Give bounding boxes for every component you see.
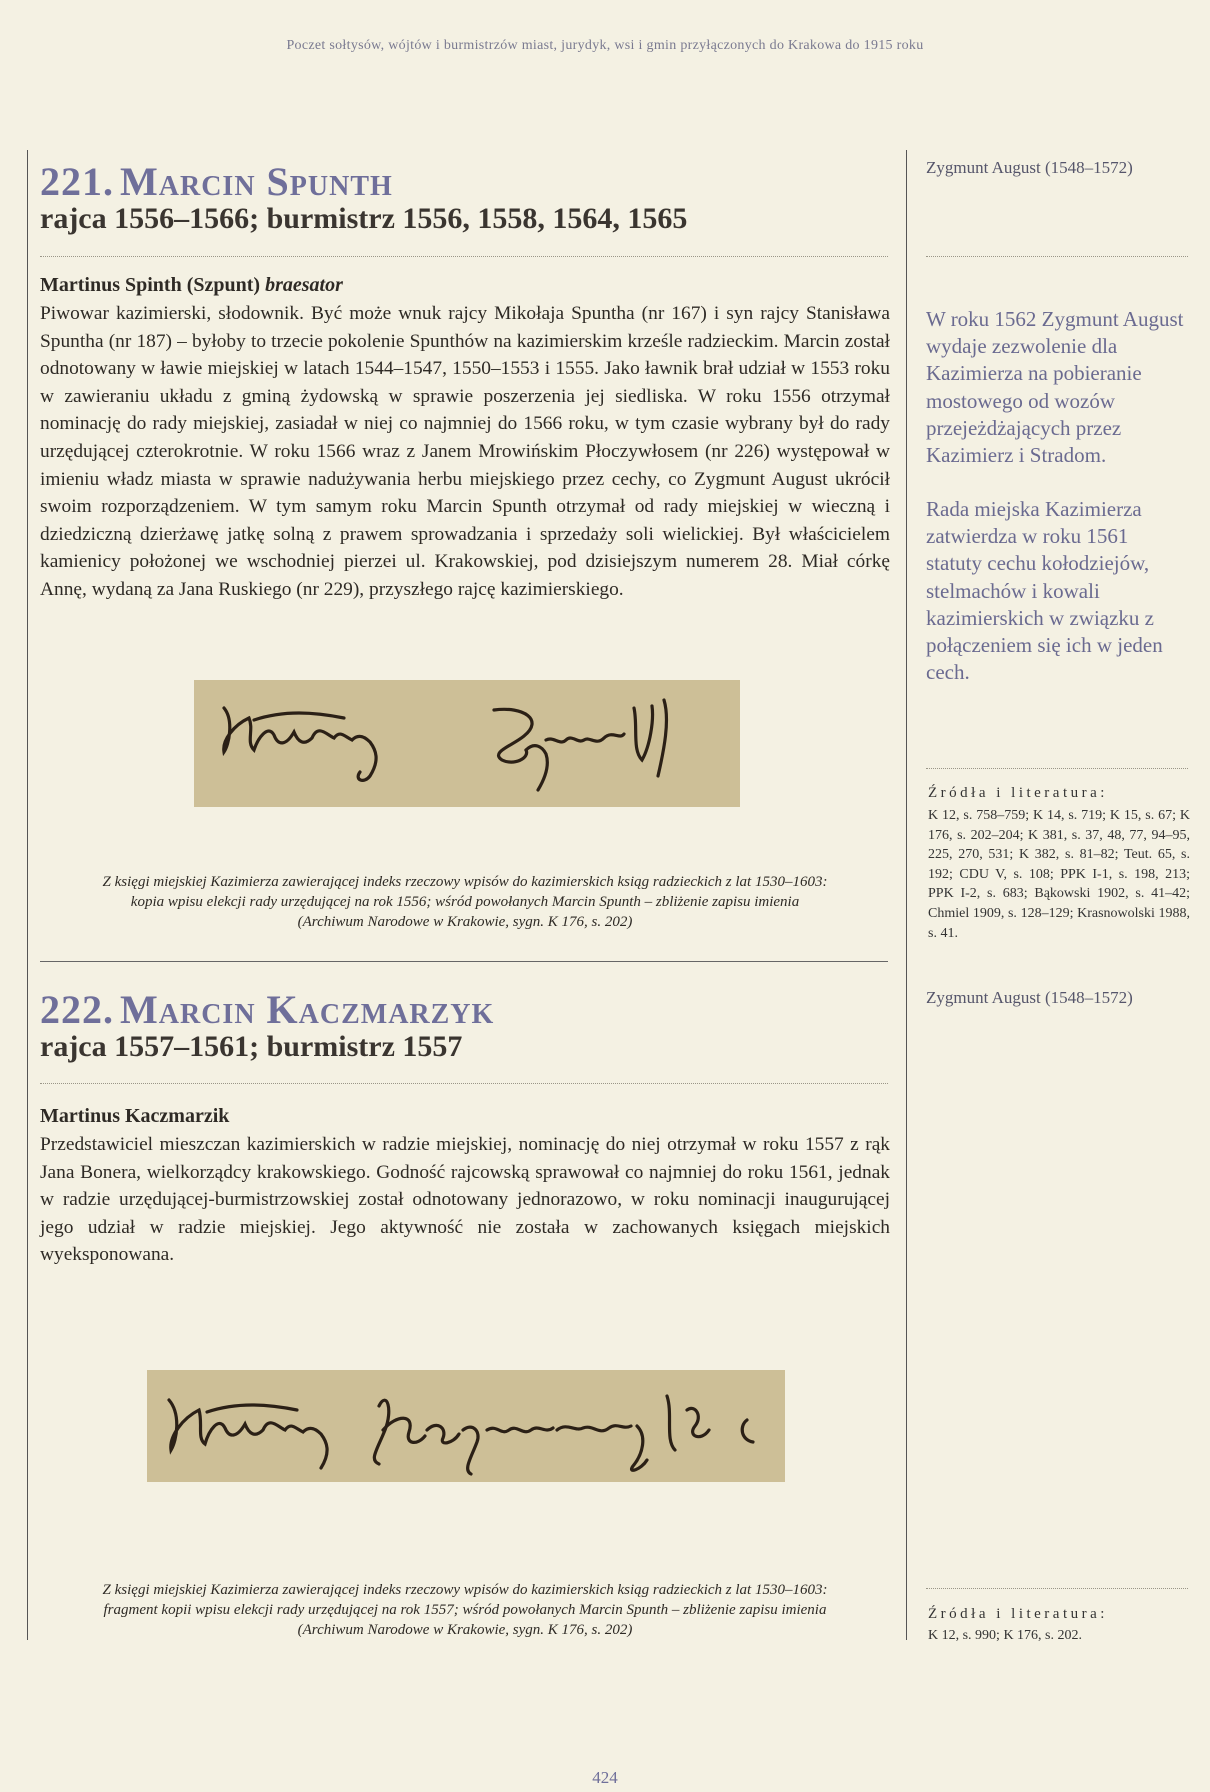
entry-body: Przedstawiciel mieszczan kazimierskich w radzie miejskiej, nominację do niej otrzymał w roku 1557 z rąk Jana Bonera, wielkorządcy krakowskiego. Godność rajcowską sprawował co najmniej do roku 1561, jednak w radzie urzędującej-burmistrzowskiej został odnotowany jednorazowo, w roku nominacji inaugurującej jego udział w radzie miejskiej. Jego aktywność nie została w zachowanych księgach miejskich wyeksponowana.	[40, 1134, 890, 1266]
caption-line: kopia wpisu elekcji rady urzędującej na rok 1556; wśród powołanych Marcin Spunth – zbliżenie zapisu imienia	[130, 894, 800, 910]
entry-heading	[40, 158, 393, 205]
section-divider	[40, 961, 888, 962]
sources-text: K 12, s. 758–759; K 14, s. 719; K 15, s. 67; K 176, s. 202–204; K 381, s. 37, 48, 77, 94–95, 225, 270, 531; K 382, s. 81–82; Teut. 65, s. 192; CDU V, s. 108; PPK I-1, s. 198, 213; PPK I-2, s. 683; Bąkowski 1902, s. 41–42; Chmiel 1909, s. 128–129; Krasnowolski 1988, s. 41.	[928, 808, 1190, 941]
sidebar-dotted-divider	[926, 256, 1188, 258]
entry-offices: rajca 1557–1561; burmistrz 1557	[40, 1030, 463, 1063]
sources-label: Źródła i literatura:	[928, 1606, 1108, 1622]
entry-number: 222.	[40, 987, 114, 1032]
dotted-divider	[40, 1083, 888, 1085]
caption-line: (Archiwum Narodowe w Krakowie, sygn. K 176, s. 202)	[297, 914, 633, 930]
entry-heading	[40, 986, 494, 1033]
dotted-divider	[40, 256, 888, 258]
sources-text: K 12, s. 990; K 176, s. 202.	[928, 1628, 1083, 1643]
column-rule	[906, 150, 907, 1640]
sidebar-note: W roku 1562 Zygmunt August wydaje zezwolenie dla Kazimierza na pobieranie mostowego od wozów przejeżdżających przez Kazimierz i Stradom.	[926, 307, 1184, 468]
figure-caption	[40, 872, 890, 932]
caption-line: fragment kopii wpisu elekcji rady urzędującej na rok 1557; wśród powołanych Marcin Spunth – zbliżenie zapisu imienia	[103, 1602, 827, 1618]
latin-role: braesator	[265, 274, 343, 296]
caption-line: (Archiwum Narodowe w Krakowie, sygn. K 176, s. 202)	[297, 1622, 633, 1638]
latin-name	[40, 1105, 229, 1128]
sidebar-reign: Zygmunt August (1548–1572)	[926, 988, 1133, 1007]
figure-caption	[40, 1580, 890, 1640]
entry-body: Piwowar kazimierski, słodownik. Być może wnuk rajcy Mikołaja Spuntha (nr 167) i syn rajcy Stanisława Spuntha (nr 187) – byłoby to trzecie pokolenie Spunthów na kazimierskim krześle radzieckim. Marcin został odnotowany w ławie miejskiej w latach 1544–1547, 1550–1553 i 1555. Jako ławnik brał udział w 1553 roku w zawieraniu układu z gminą żydowską w sprawie poszerzenia jej siedliska. W roku 1556 otrzymał nominację do rady miejskiej, zasiadał w niej co najmniej do 1566 roku, w tym czasie wybrany był do rady urzędującej czterokrotnie. W roku 1566 wraz z Janem Mrowińskim Płoczywłosem (nr 226) występował w imieniu władz miasta w sprawie nadużywania herbu miejskiego przez cechy, co Zygmunt August ukrócił swoim rozporządzeniem. W tym samym roku Marcin Spunth otrzymał od rady miejskiej w wieczną i dziedziczną dzierżawę jatkę solną z prawem sprowadzania i sprzedaży soli wielickiej. Był właścicielem kamienicy położonej we wschodniej pierzei ul. Krakowskiej, pod dzisiejszym numerem 28. Miał córkę Annę, wydaną za Jana Ruskiego (nr 229), przyszłego rajcę kazimierskiego.	[40, 303, 890, 600]
entry-name: Marcin Spunth	[120, 159, 393, 204]
latin-name	[40, 274, 343, 297]
entry-offices: rajca 1556–1566; burmistrz 1556, 1558, 1564, 1565	[40, 202, 688, 235]
sources-label: Źródła i literatura:	[928, 785, 1108, 801]
running-head: Poczet sołtysów, wójtów i burmistrzów miast, jurydyk, wsi i gmin przyłączonych do Krakowa do 1915 roku	[286, 38, 924, 53]
caption-line: Z księgi miejskiej Kazimierza zawierającej indeks rzeczowy wpisów do kazimierskich ksiąg radzieckich z lat 1530–1603:	[102, 874, 828, 890]
signature-image	[147, 1370, 785, 1482]
entry-name: Marcin Kaczmarzyk	[120, 987, 495, 1032]
sidebar-reign: Zygmunt August (1548–1572)	[926, 158, 1133, 177]
entry-number: 221.	[40, 159, 114, 204]
left-rule	[27, 150, 28, 1640]
signature-image	[194, 680, 740, 807]
latin-name-text: Martinus Spinth (Szpunt)	[40, 274, 261, 296]
caption-line: Z księgi miejskiej Kazimierza zawierającej indeks rzeczowy wpisów do kazimierskich ksiąg radzieckich z lat 1530–1603:	[102, 1582, 828, 1598]
page-number: 424	[592, 1768, 618, 1787]
sidebar-dotted-divider	[926, 768, 1188, 770]
latin-name-text: Martinus Kaczmarzik	[40, 1105, 230, 1127]
sidebar-note: Rada miejska Kazimierza zatwierdza w roku 1561 statuty cechu kołodziejów, stelmachów i kowali kazimierskich w związku z połączeniem się ich w jeden cech.	[926, 497, 1163, 685]
sidebar-dotted-divider	[926, 1588, 1188, 1590]
